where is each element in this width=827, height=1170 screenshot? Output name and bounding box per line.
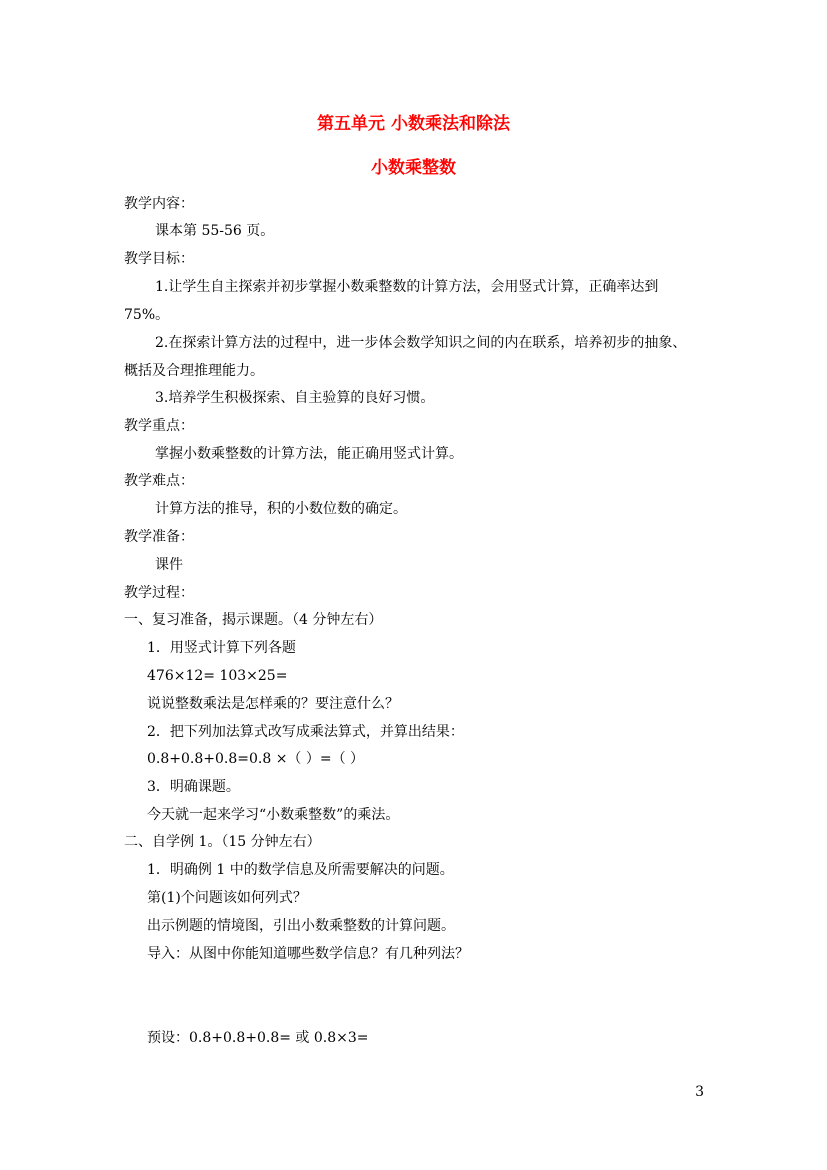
text-line: 教学难点： <box>124 473 194 489</box>
text-line: 75%。 <box>124 307 170 323</box>
page-number: 3 <box>695 1084 704 1100</box>
text-line: 476×12= 103×25= <box>147 668 288 684</box>
text-line: 2．把下列加法算式改写成乘法算式，并算出结果： <box>147 724 464 740</box>
text-line: 教学内容： <box>124 196 194 212</box>
text-line: 计算方法的推导，积的小数位数的确定。 <box>155 501 407 517</box>
text-line: 课件 <box>155 557 183 573</box>
text-line: 0.8+0.8+0.8=0.8 ×（ ）=（ ） <box>147 751 365 767</box>
text-line: 1.让学生自主探索并初步掌握小数乘整数的计算方法，会用竖式计算，正确率达到 <box>155 279 659 295</box>
text-line: 教学目标： <box>124 251 194 267</box>
text-line: 教学重点： <box>124 418 194 434</box>
text-line: 3.培养学生积极探索、自主验算的良好习惯。 <box>155 390 435 406</box>
text-line: 教学准备： <box>124 529 194 545</box>
text-line: 1．明确例 1 中的数学信息及所需要解决的问题。 <box>147 862 454 878</box>
text-line: 说说整数乘法是怎样乘的？要注意什么？ <box>147 696 399 712</box>
document-title: 第五单元 小数乘法和除法 <box>317 114 510 134</box>
text-line: 掌握小数乘整数的计算方法，能正确用竖式计算。 <box>155 446 463 462</box>
text-line: 一、复习准备，揭示课题。（4 分钟左右） <box>124 612 383 628</box>
text-line: 第(1)个问题该如何列式？ <box>147 890 307 906</box>
text-line: 出示例题的情境图，引出小数乘整数的计算问题。 <box>147 918 455 934</box>
text-line: 今天就一起来学习“小数乘整数”的乘法。 <box>147 807 400 823</box>
document-subtitle: 小数乘整数 <box>371 158 456 178</box>
text-line: 2.在探索计算方法的过程中，进一步体会数学知识之间的内在联系，培养初步的抽象、 <box>155 335 687 351</box>
text-line: 教学过程： <box>124 585 194 601</box>
text-line: 导入：从图中你能知道哪些数学信息？有几种列法？ <box>147 946 469 962</box>
text-line: 课本第 55-56 页。 <box>155 223 275 239</box>
text-line: 3．明确课题。 <box>147 779 240 795</box>
text-line: 1．用竖式计算下列各题 <box>147 640 296 656</box>
text-line: 概括及合理推理能力。 <box>124 363 264 379</box>
text-line: 预设：0.8+0.8+0.8= 或 0.8×3= <box>147 1030 369 1046</box>
text-line: 二、自学例 1。（15 分钟左右） <box>124 834 321 850</box>
